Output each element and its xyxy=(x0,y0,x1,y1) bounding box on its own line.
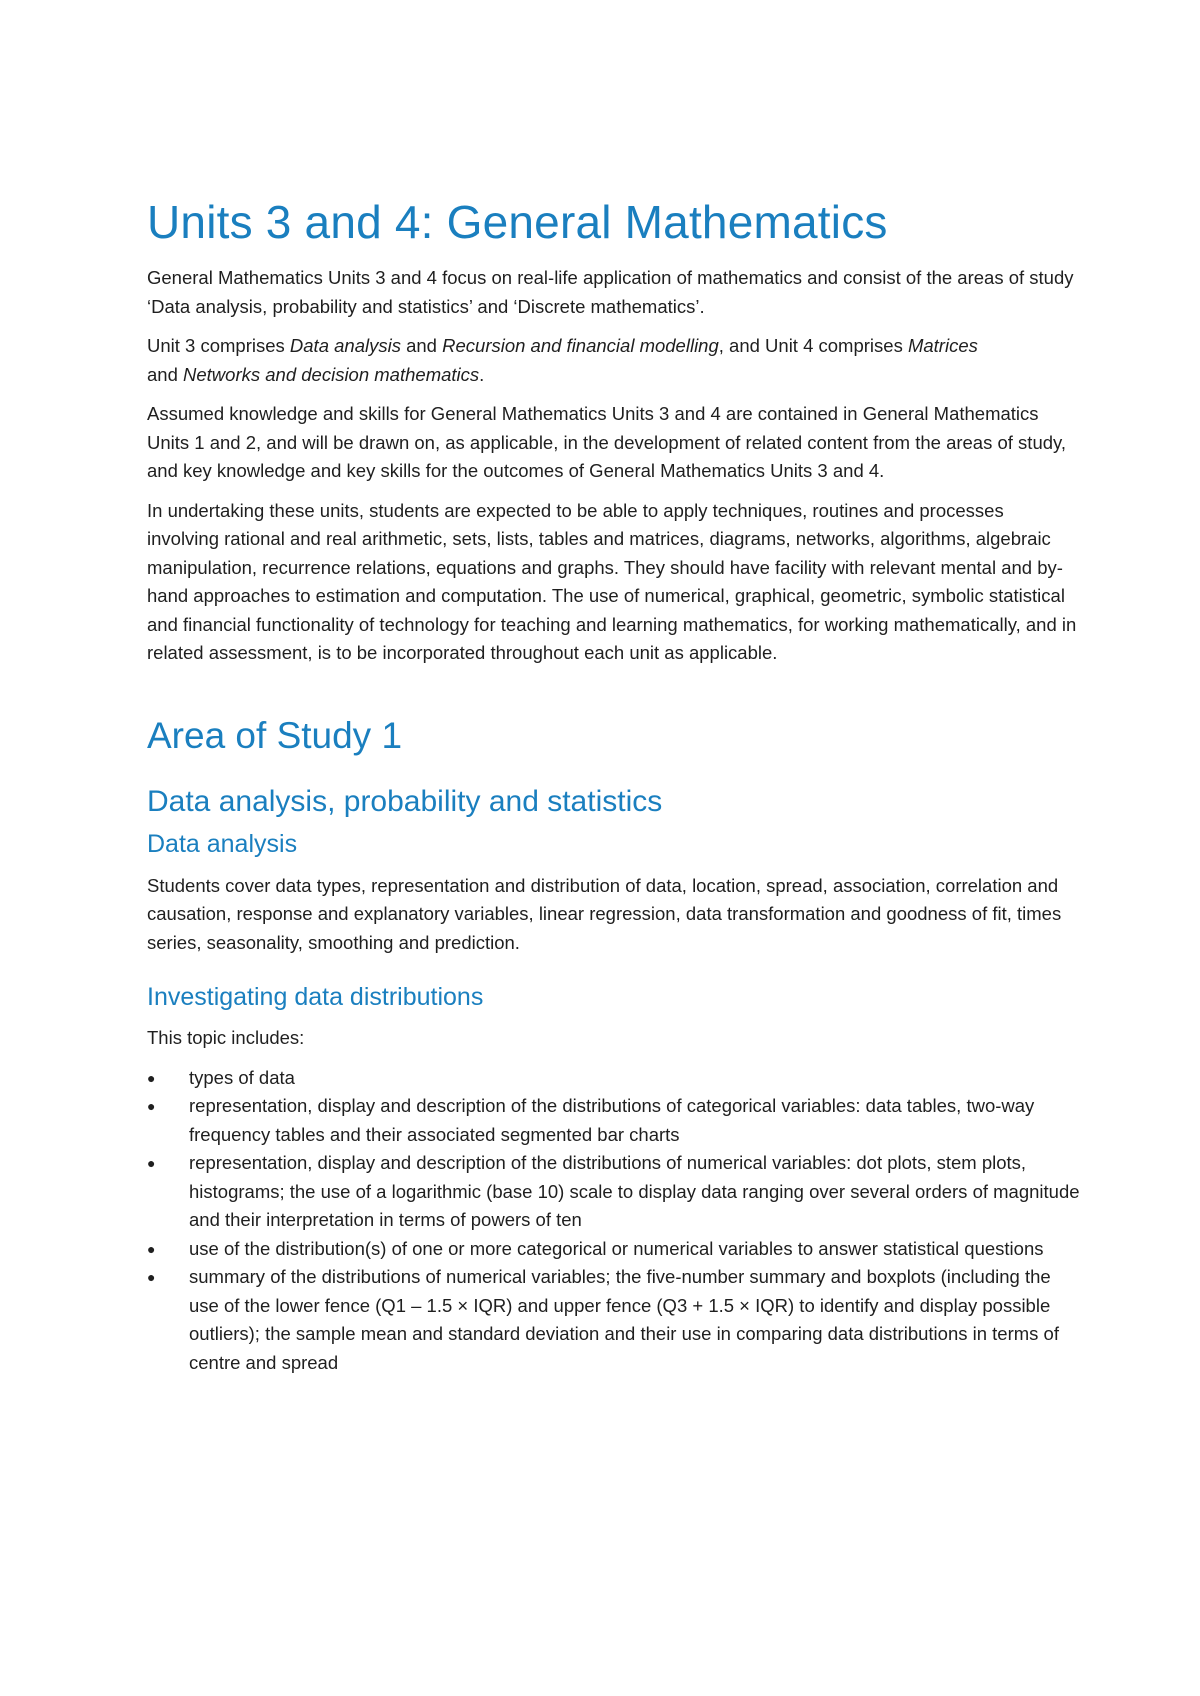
intro-p2-italic-3: Matrices xyxy=(907,335,978,356)
list-item xyxy=(147,1235,1080,1264)
list-item-text: use of the distribution(s) of one or more categorical or numerical variables to answer statistical questions xyxy=(189,1237,1044,1259)
bullet-icon: ● xyxy=(147,1155,156,1171)
intro-p2-italic-4: Networks and decision mathematics xyxy=(183,363,480,385)
intro-p2-text-4: and xyxy=(147,363,184,385)
list-item xyxy=(147,1064,1080,1093)
topic-bullet-list xyxy=(147,1064,1080,1378)
intro-paragraph-1: General Mathematics Units 3 and 4 focus on real-life application of mathematics and consist of the areas of study ‘Data analysis, probability and statistics’ and ‘Discrete mathematics’. xyxy=(147,267,1074,317)
area-of-study-heading: Area of Study 1 xyxy=(147,714,403,756)
section-heading: Data analysis xyxy=(147,829,298,858)
intro-p2-text-3: , and Unit 4 comprises xyxy=(718,335,908,356)
intro-paragraph-2 xyxy=(147,332,1080,389)
intro-p2-italic-1: Data analysis xyxy=(289,335,401,356)
intro-p2-text-2: and xyxy=(400,335,443,356)
list-item-text: representation, display and description of the distributions of categorical variables: data tables, two-way frequency tables and their associated segmented bar charts xyxy=(189,1095,1035,1145)
area-of-study-subheading: Data analysis, probability and statistics xyxy=(147,784,663,818)
bullet-icon: ● xyxy=(147,1098,156,1114)
page-title: Units 3 and 4: General Mathematics xyxy=(147,196,888,248)
bullet-icon: ● xyxy=(147,1069,156,1086)
list-item-text: representation, display and description of the distributions of numerical variables: dot plots, stem plots, histograms; the use of a logarithmic (base 10) scale to display data ranging over several orders of magnitude and their interpretation in terms of powers of ten xyxy=(189,1152,1080,1230)
list-item-text: summary of the distributions of numerical variables; the five-number summary and boxplots (including the use of the lower fence (Q1 – 1.5 × IQR) and upper fence (Q3 + 1.5 × IQR) to identify and display possible outliers); the sample mean and standard deviation and their use in comparing data distributions in terms of centre and spread xyxy=(189,1266,1059,1373)
topic-heading: Investigating data distributions xyxy=(147,983,484,1011)
list-item xyxy=(147,1263,1080,1377)
intro-p2-text-5: . xyxy=(479,363,485,385)
bullet-icon: ● xyxy=(147,1269,156,1285)
topic-intro: This topic includes: xyxy=(147,1027,305,1048)
intro-paragraph-3: Assumed knowledge and skills for General Mathematics Units 3 and 4 are contained in General Mathematics Units 1 and 2, and will be drawn on, as applicable, in the development of related content from the areas of study, and key knowledge and key skills for the outcomes of General Mathematics Units 3 and 4. xyxy=(147,403,1067,481)
list-item-text: types of data xyxy=(189,1066,295,1088)
list-item xyxy=(147,1149,1080,1235)
list-item xyxy=(147,1092,1080,1149)
section-paragraph: Students cover data types, representation and distribution of data, location, spread, association, correlation and causation, response and explanatory variables, linear regression, data transformation and goodness of fit, times series, seasonality, smoothing and prediction. xyxy=(147,874,1062,953)
intro-p2-text-1: Unit 3 comprises xyxy=(147,335,290,356)
intro-paragraph-4: In undertaking these units, students are expected to be able to apply techniques, routines and processes involving rational and real arithmetic, sets, lists, tables and matrices, diagrams, networks, algorithms, algebraic manipulation, recurrence relations, equations and graphs. They should have facility with relevant mental and by-hand approaches to estimation and computation. The use of numerical, graphical, geometric, symbolic statistical and financial functionality of technology for teaching and learning mathematics, for working mathematically, and in related assessment, is to be incorporated throughout each unit as applicable. xyxy=(147,499,1077,663)
intro-p2-italic-2: Recursion and financial modelling xyxy=(442,335,719,356)
bullet-icon: ● xyxy=(147,1240,156,1257)
